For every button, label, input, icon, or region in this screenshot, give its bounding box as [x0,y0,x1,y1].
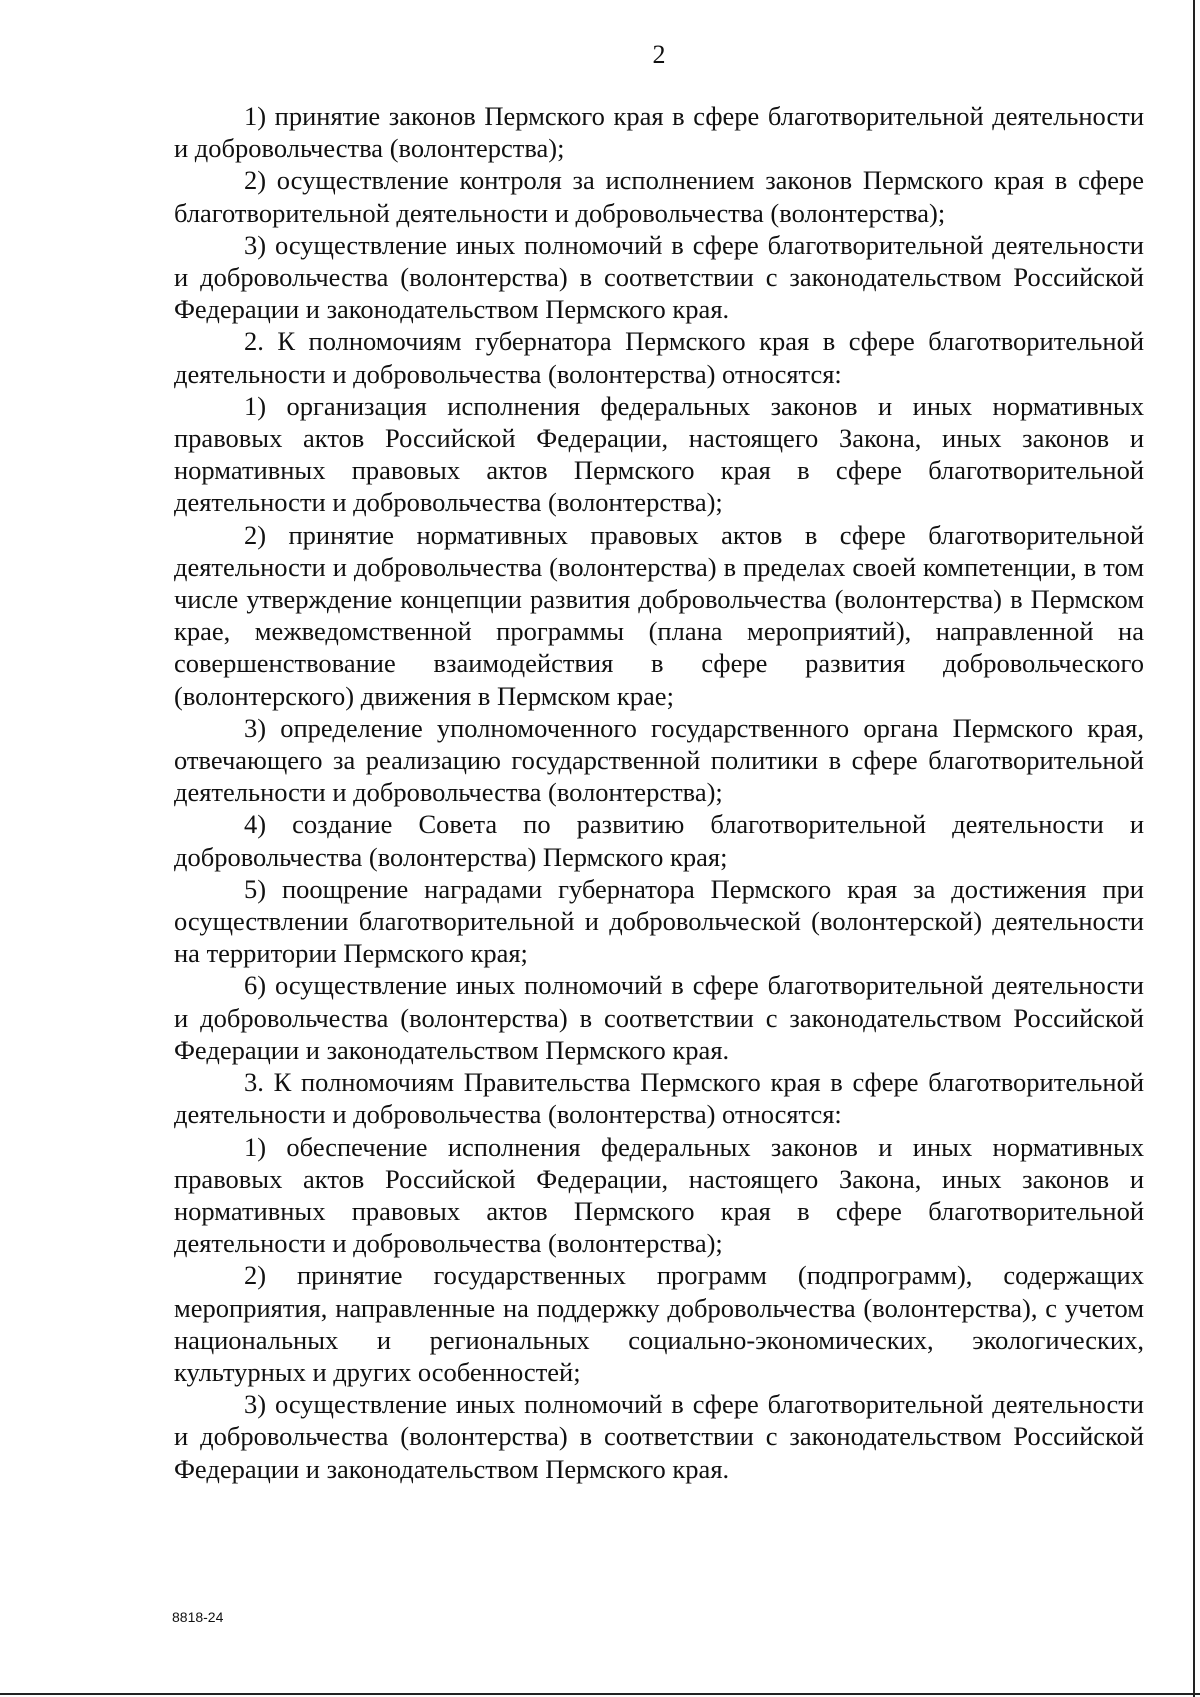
paragraph: 5) поощрение наградами губернатора Пермского края за достижения при осуществлении благотворительной и добровольческой (волонтерской) деятельности на территории Пермского края; [174,873,1144,969]
paragraph: 3) осуществление иных полномочий в сфере благотворительной деятельности и добровольчества (волонтерства) в соответствии с законодательством Российской Федерации и законодательством Пермского края. [174,229,1144,325]
scan-border-right [1193,0,1195,1697]
paragraph: 6) осуществление иных полномочий в сфере благотворительной деятельности и добровольчества (волонтерства) в соответствии с законодательством Российской Федерации и законодательством Пермского края. [174,970,1144,1065]
paragraph: 3) определение уполномоченного государственного органа Пермского края, отвечающего за реализацию государственной политики в сфере благотворительной деятельности и добровольчества (волонтерства); [174,712,1144,808]
paragraph: 3. К полномочиям Правительства Пермского края в сфере благотворительной деятельности и добровольчества (волонтерства) относятся: [174,1067,1144,1130]
paragraph: 4) создание Совета по развитию благотворительной деятельности и добровольчества (волонтерства) Пермского края; [174,809,1144,872]
paragraph: 1) организация исполнения федеральных законов и иных нормативных правовых актов Российской Федерации, настоящего Закона, иных законов и нормативных правовых актов Пермского края в сфере благотворительной деятельности и добровольчества (волонтерства); [174,390,1144,518]
paragraph: 2) принятие нормативных правовых актов в сфере благотворительной деятельности и добровольчества (волонтерства) в пределах своей компетенции, в том числе утверждение концепции развития добровольчества (волонтерства) в Пермском крае, межведомственной программы (плана мероприятий), направленной на совершенствование взаимодействия в сфере развития добровольческого (волонтерского) движения в Пермском крае; [174,519,1144,711]
scan-border-bottom [0,1693,1200,1695]
paragraph: 3) осуществление иных полномочий в сфере благотворительной деятельности и добровольчества (волонтерства) в соответствии с законодательством Российской Федерации и законодательством Пермского края. [174,1389,1144,1484]
paragraph: 2) принятие государственных программ (подпрограмм), содержащих мероприятия, направленные на поддержку добровольчества (волонтерства), с учетом национальных и региональных социально-экономических, экологических, культурных и других особенностей; [174,1260,1144,1387]
page-number: 2 [652,40,666,69]
paragraph: 2) осуществление контроля за исполнением законов Пермского края в сфере благотворительной деятельности и добровольчества (волонтерства); [174,165,1144,228]
document-body [174,100,1144,1485]
document-code: 8818-24 [172,1609,224,1625]
paragraph: 2. К полномочиям губернатора Пермского края в сфере благотворительной деятельности и добровольчества (волонтерства) относятся: [174,326,1144,389]
paragraph: 1) обеспечение исполнения федеральных законов и иных нормативных правовых актов Российской Федерации, настоящего Закона, иных законов и нормативных правовых актов Пермского края в сфере благотворительной деятельности и добровольчества (волонтерства); [174,1131,1144,1259]
paragraph: 1) принятие законов Пермского края в сфере благотворительной деятельности и добровольчества (волонтерства); [174,101,1144,164]
